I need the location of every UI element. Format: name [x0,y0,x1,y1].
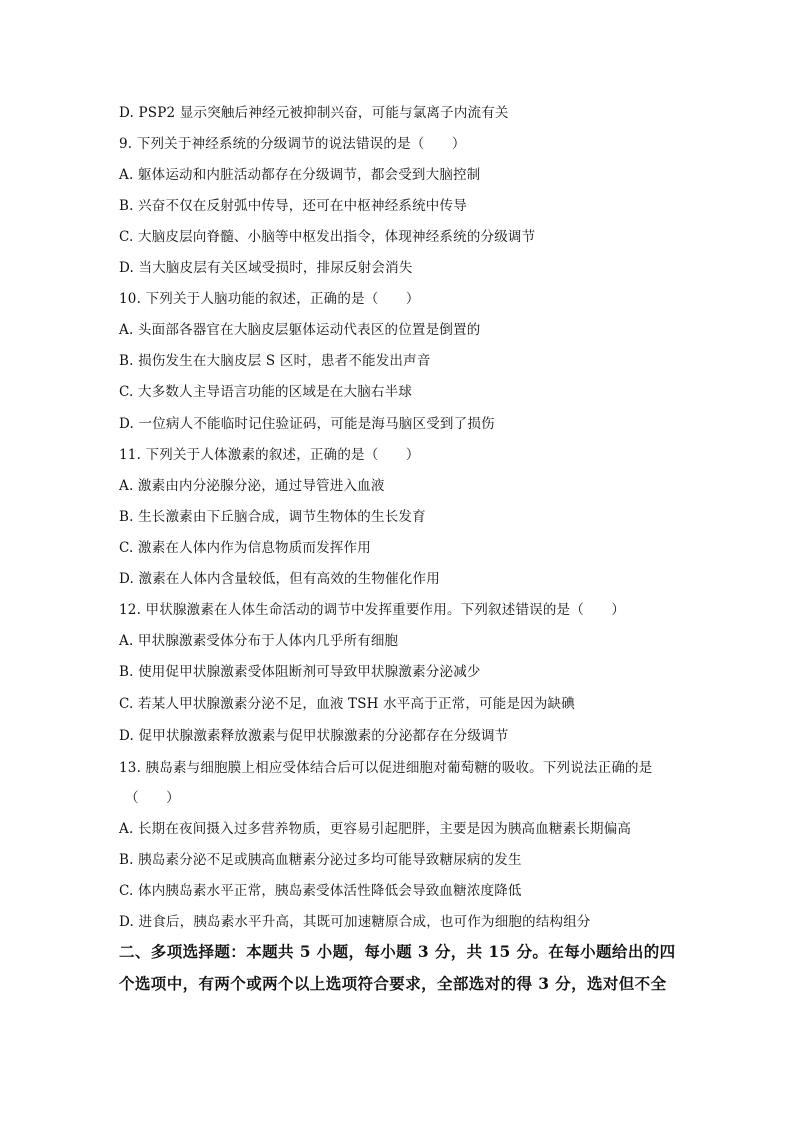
q11-option-c: C. 激素在人体内作为信息物质而发挥作用 [119,540,371,556]
q9-option-a: A. 躯体运动和内脏活动都存在分级调节，都会受到大脑控制 [119,167,481,183]
q11-option-d: D. 激素在人体内含量较低，但有高效的生物催化作用 [119,571,440,587]
q10-option-c: C. 大多数人主导语言功能的区域是在大脑右半球 [119,384,413,400]
q12-option-d: D. 促甲状腺激素释放激素与促甲状腺激素的分泌都存在分级调节 [119,728,509,744]
q12-stem: 12. 甲状腺激素在人体生命活动的调节中发挥重要作用。下列叙述错误的是（ ） [119,602,626,618]
q13-stem: 13. 胰岛素与细胞膜上相应受体结合后可以促进细胞对葡萄糖的吸收。下列说法正确的是 [119,760,653,776]
q10-option-b: B. 损伤发生在大脑皮层 S 区时，患者不能发出声音 [119,353,431,369]
q11-option-b: B. 生长激素由下丘脑合成，调节生物体的生长发育 [119,509,426,525]
q10-option-d: D. 一位病人不能临时记住验证码，可能是海马脑区受到了损伤 [119,416,495,432]
q12-option-a: A. 甲状腺激素受体分布于人体内几乎所有细胞 [119,633,399,649]
q9-option-b: B. 兴奋不仅在反射弧中传导，还可在中枢神经系统中传导 [119,198,467,214]
q10-stem: 10. 下列关于人脑功能的叙述，正确的是（ ） [119,291,420,307]
q10-option-a: A. 头面部各器官在大脑皮层躯体运动代表区的位置是倒置的 [119,322,481,338]
q11-stem: 11. 下列关于人体激素的叙述，正确的是（ ） [119,447,420,463]
section-heading-line-2: 个选项中，有两个或两个以上选项符合要求，全部选对的得 3 分，选对但不全 [119,974,667,993]
q12-option-c: C. 若某人甲状腺激素分泌不足，血液 TSH 水平高于正常，可能是因为缺碘 [119,696,575,712]
q9-stem: 9. 下列关于神经系统的分级调节的说法错误的是（ ） [119,136,466,152]
q13-stem-continuation: （ ） [125,790,180,806]
q11-option-a: A. 激素由内分泌腺分泌，通过导管进入血液 [119,478,385,494]
q13-option-d: D. 进食后，胰岛素水平升高，其既可加速糖原合成，也可作为细胞的结构组分 [119,914,591,930]
q9-option-d: D. 当大脑皮层有关区域受损时，排尿反射会消失 [119,260,413,276]
q8-option-d: D. PSP2 显示突触后神经元被抑制兴奋，可能与氯离子内流有关 [119,105,509,121]
q13-option-a: A. 长期在夜间摄入过多营养物质，更容易引起肥胖，主要是因为胰高血糖素长期偏高 [119,821,632,837]
q12-option-b: B. 使用促甲状腺激素受体阻断剂可导致甲状腺激素分泌减少 [119,664,481,680]
q13-option-c: C. 体内胰岛素水平正常，胰岛素受体活性降低会导致血糖浓度降低 [119,883,522,899]
section-heading-line-1: 二、多项选择题：本题共 5 小题，每小题 3 分，共 15 分。在每小题给出的四 [119,942,676,961]
q13-option-b: B. 胰岛素分泌不足或胰高血糖素分泌过多均可能导致糖尿病的发生 [119,852,522,868]
q9-option-c: C. 大脑皮层向脊髓、小脑等中枢发出指令，体现神经系统的分级调节 [119,229,536,245]
